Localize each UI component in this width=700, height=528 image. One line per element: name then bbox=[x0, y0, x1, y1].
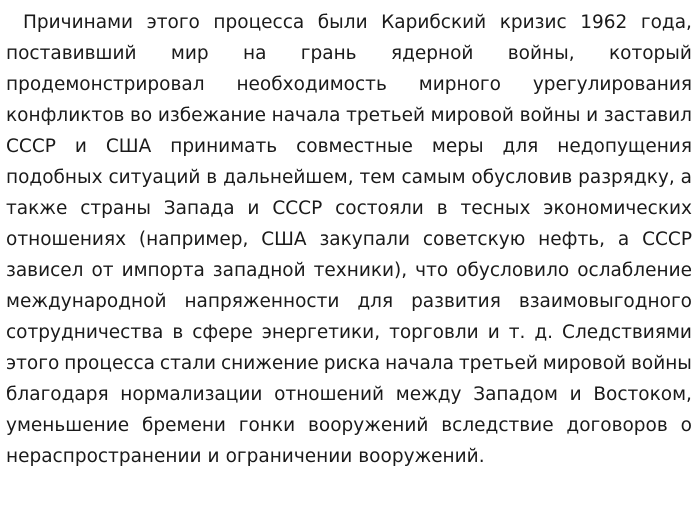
word: во bbox=[130, 105, 153, 126]
word: также bbox=[6, 198, 68, 219]
word: (например, bbox=[138, 229, 249, 250]
word: международной bbox=[6, 291, 167, 312]
text-line bbox=[6, 100, 692, 131]
word: Причинами bbox=[23, 12, 134, 33]
word: разрядку, bbox=[578, 167, 675, 188]
text-line bbox=[6, 286, 692, 317]
word: бремени bbox=[141, 415, 226, 436]
word: Западом bbox=[473, 384, 558, 405]
word: мирного bbox=[418, 74, 501, 95]
text-line bbox=[6, 131, 692, 162]
word: урегулирования bbox=[532, 74, 692, 95]
word: обусловив bbox=[471, 167, 573, 188]
word: западной bbox=[212, 260, 306, 281]
word: нераспространении bbox=[6, 446, 202, 467]
word: принимать bbox=[170, 136, 278, 157]
word: экономических bbox=[543, 198, 692, 219]
word: между bbox=[395, 384, 462, 405]
text-line bbox=[6, 317, 692, 348]
word: и bbox=[569, 384, 582, 405]
word: третьей bbox=[458, 353, 538, 374]
word: продемонстрировал bbox=[6, 74, 205, 95]
word: импорта bbox=[121, 260, 205, 281]
word: советскую bbox=[422, 229, 526, 250]
word: вооружений. bbox=[358, 446, 485, 467]
word: закупали bbox=[319, 229, 411, 250]
word: мировой bbox=[542, 353, 627, 374]
word: подобных bbox=[6, 167, 103, 188]
word: конфликтов bbox=[6, 105, 125, 126]
word: тем bbox=[359, 167, 396, 188]
word: войны, bbox=[507, 43, 575, 64]
word: Востоком, bbox=[593, 384, 692, 405]
word: тесных bbox=[460, 198, 531, 219]
word: взаимовыгодного bbox=[518, 291, 692, 312]
word: стали bbox=[159, 353, 217, 374]
word: энергетики, bbox=[261, 322, 381, 343]
text-line bbox=[6, 348, 692, 379]
word: США bbox=[261, 229, 307, 250]
word: самым bbox=[401, 167, 466, 188]
text-line bbox=[6, 410, 692, 441]
word: в bbox=[436, 198, 448, 219]
word: меры bbox=[431, 136, 484, 157]
word: техники), bbox=[313, 260, 408, 281]
word: заставил bbox=[603, 105, 692, 126]
text-line bbox=[6, 224, 692, 255]
word: дальнейшем, bbox=[223, 167, 354, 188]
word: СССР bbox=[642, 229, 692, 250]
word: мир bbox=[170, 43, 209, 64]
text-line bbox=[6, 379, 692, 410]
word: риска bbox=[323, 353, 381, 374]
word: и bbox=[247, 198, 260, 219]
text-line bbox=[6, 441, 692, 472]
word: этого bbox=[6, 353, 60, 374]
word: и bbox=[207, 446, 220, 467]
text-line bbox=[6, 38, 692, 69]
word: на bbox=[242, 43, 267, 64]
word: гонки bbox=[238, 415, 296, 436]
word: года, bbox=[640, 12, 692, 33]
word: и bbox=[487, 322, 500, 343]
text-line bbox=[6, 162, 692, 193]
word: д. bbox=[534, 322, 554, 343]
word: снижение bbox=[220, 353, 319, 374]
word: были bbox=[317, 12, 368, 33]
word: нормализации bbox=[120, 384, 263, 405]
word: вследствие bbox=[441, 415, 554, 436]
word: обусловило bbox=[456, 260, 570, 281]
word: этого bbox=[146, 12, 200, 33]
word: ослабление bbox=[577, 260, 692, 281]
word: напряженности bbox=[184, 291, 340, 312]
word: грань bbox=[300, 43, 357, 64]
word: Карибский bbox=[381, 12, 487, 33]
word: начала bbox=[385, 353, 454, 374]
word: в bbox=[206, 167, 218, 188]
word: страны bbox=[80, 198, 151, 219]
word: развития bbox=[411, 291, 501, 312]
word: который bbox=[608, 43, 692, 64]
word: войны bbox=[519, 105, 581, 126]
word: 1962 bbox=[580, 12, 628, 33]
word: вооружений bbox=[307, 415, 429, 436]
word: процесса bbox=[213, 12, 305, 33]
text-line bbox=[6, 193, 692, 224]
word: мировой bbox=[430, 105, 514, 126]
word: Запада bbox=[163, 198, 235, 219]
word: совместные bbox=[296, 136, 413, 157]
word: избежание bbox=[157, 105, 267, 126]
document-body bbox=[6, 7, 692, 472]
word: поставивший bbox=[6, 43, 137, 64]
text-line bbox=[6, 69, 692, 100]
word: отношений bbox=[274, 384, 385, 405]
word: в bbox=[172, 322, 184, 343]
word: нефть, bbox=[538, 229, 606, 250]
word: третьей bbox=[346, 105, 426, 126]
word: начала bbox=[271, 105, 341, 126]
word: для bbox=[357, 291, 394, 312]
word: ядерной bbox=[390, 43, 474, 64]
word: состояли bbox=[335, 198, 424, 219]
word: СССР bbox=[6, 136, 56, 157]
word: сфере bbox=[192, 322, 253, 343]
word: уменьшение bbox=[6, 415, 130, 436]
text-line bbox=[6, 7, 692, 38]
word: ограничении bbox=[225, 446, 353, 467]
word: зависел bbox=[6, 260, 84, 281]
word: т. bbox=[508, 322, 526, 343]
word: ситуаций bbox=[108, 167, 201, 188]
word: благодаря bbox=[6, 384, 109, 405]
word: о bbox=[680, 415, 692, 436]
word: торговли bbox=[389, 322, 479, 343]
word: от bbox=[91, 260, 114, 281]
word: сотрудничества bbox=[6, 322, 164, 343]
text-line bbox=[6, 255, 692, 286]
word: Следствиями bbox=[562, 322, 692, 343]
word: что bbox=[415, 260, 449, 281]
word: договоров bbox=[566, 415, 668, 436]
word: США bbox=[105, 136, 152, 157]
word: процесса bbox=[64, 353, 156, 374]
word: войны bbox=[630, 353, 692, 374]
word: а bbox=[617, 229, 630, 250]
word: и bbox=[586, 105, 599, 126]
word: отношениях bbox=[6, 229, 127, 250]
word: необходимость bbox=[236, 74, 387, 95]
word: СССР bbox=[272, 198, 323, 219]
word: кризис bbox=[499, 12, 567, 33]
word: для bbox=[502, 136, 539, 157]
word: и bbox=[74, 136, 87, 157]
word: а bbox=[680, 167, 692, 188]
word: недопущения bbox=[557, 136, 692, 157]
